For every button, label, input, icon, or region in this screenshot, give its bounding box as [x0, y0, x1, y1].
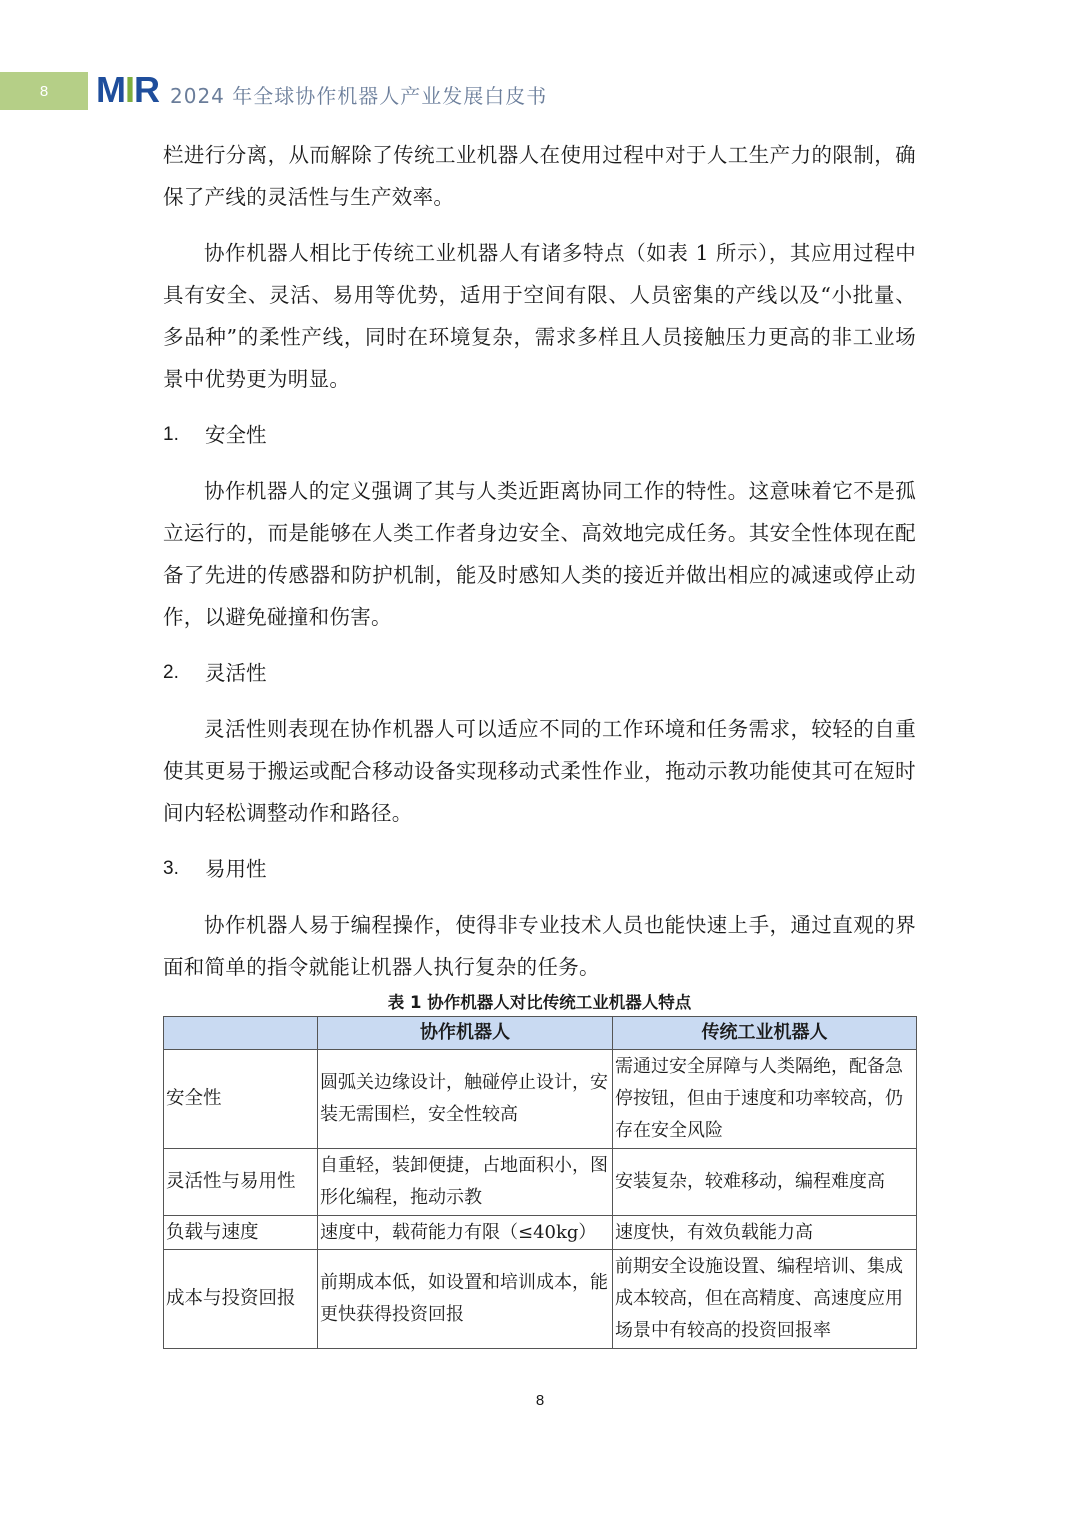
- logo-letter-m: M: [96, 69, 125, 110]
- section-title: 安全性: [205, 423, 267, 447]
- logo-letter-r: R: [134, 69, 160, 110]
- table-row-label: 负载与速度: [164, 1216, 318, 1250]
- table-cell: 速度快，有效负载能力高: [613, 1216, 917, 1250]
- table-caption: 表 1 协作机器人对比传统工业机器人特点: [387, 993, 692, 1012]
- table-row-label: 安全性: [164, 1050, 318, 1149]
- table-row: [164, 1250, 917, 1349]
- section-number: 2.: [163, 662, 179, 683]
- table-header-row: [164, 1017, 917, 1050]
- table-row: [164, 1050, 917, 1149]
- document-title: 2024 年全球协作机器人产业发展白皮书: [170, 84, 548, 108]
- table-row: [164, 1149, 917, 1216]
- paragraph-intro: 协作机器人相比于传统工业机器人有诸多特点（如表 1 所示），其应用过程中具有安全、灵活、易用等优势，适用于空间有限、人员密集的产线以及“小批量、多品种”的柔性产线，同时在环境复杂，需求多样且人员接触压力更高的非工业场景中优势更为明显。: [163, 241, 916, 391]
- table-cell: 速度中，载荷能力有限（≤40kg）: [318, 1216, 613, 1250]
- section-number: 3.: [163, 858, 179, 879]
- table-cell: 需通过安全屏障与人类隔绝，配备急停按钮，但由于速度和功率较高，仍存在安全风险: [613, 1050, 917, 1149]
- table-header-cell: 协作机器人: [318, 1017, 613, 1050]
- paragraph-continuation: 栏进行分离，从而解除了传统工业机器人在使用过程中对于人工生产力的限制，确保了产线的灵活性与生产效率。: [163, 143, 916, 209]
- page-content: [163, 134, 916, 1349]
- section-number: 1.: [163, 424, 179, 445]
- mir-logo: [96, 69, 160, 110]
- paragraph-flexibility: 灵活性则表现在协作机器人可以适应不同的工作环境和任务需求，较轻的自重使其更易于搬运或配合移动设备实现移动式柔性作业，拖动示教功能使其可在短时间内轻松调整动作和路径。: [163, 717, 916, 825]
- table-header-cell: [164, 1017, 318, 1050]
- section-heading-usability: [163, 848, 916, 890]
- section-title: 易用性: [205, 857, 267, 881]
- section-heading-safety: [163, 414, 916, 456]
- table-cell: 前期成本低，如设置和培训成本，能更快获得投资回报: [318, 1250, 613, 1349]
- table-cell: 前期安全设施设置、编程培训、集成成本较高，但在高精度、高速度应用场景中有较高的投资回报率: [613, 1250, 917, 1349]
- header-page-tab: [0, 72, 88, 110]
- table-cell: 圆弧关边缘设计，触碰停止设计，安装无需围栏，安全性较高: [318, 1050, 613, 1149]
- table-header-cell: 传统工业机器人: [613, 1017, 917, 1050]
- section-title: 灵活性: [205, 661, 267, 685]
- table-row-label: 成本与投资回报: [164, 1250, 318, 1349]
- paragraph-safety: 协作机器人的定义强调了其与人类近距离协同工作的特性。这意味着它不是孤立运行的，而是能够在人类工作者身边安全、高效地完成任务。其安全性体现在配备了先进的传感器和防护机制，能及时感知人类的接近并做出相应的减速或停止动作，以避免碰撞和伤害。: [163, 479, 916, 629]
- logo-letter-i: I: [125, 69, 135, 110]
- table-cell: 自重轻，装卸便捷，占地面积小，图形化编程，拖动示教: [318, 1149, 613, 1216]
- comparison-table: [163, 1016, 917, 1349]
- footer-page-number: 8: [535, 1392, 545, 1409]
- table-row: [164, 1216, 917, 1250]
- paragraph-usability: 协作机器人易于编程操作，使得非专业技术人员也能快速上手，通过直观的界面和简单的指令就能让机器人执行复杂的任务。: [163, 913, 916, 979]
- section-heading-flexibility: [163, 652, 916, 694]
- table-cell: 安装复杂，较难移动，编程难度高: [613, 1149, 917, 1216]
- header-page-number: 8: [39, 82, 49, 100]
- table-row-label: 灵活性与易用性: [164, 1149, 318, 1216]
